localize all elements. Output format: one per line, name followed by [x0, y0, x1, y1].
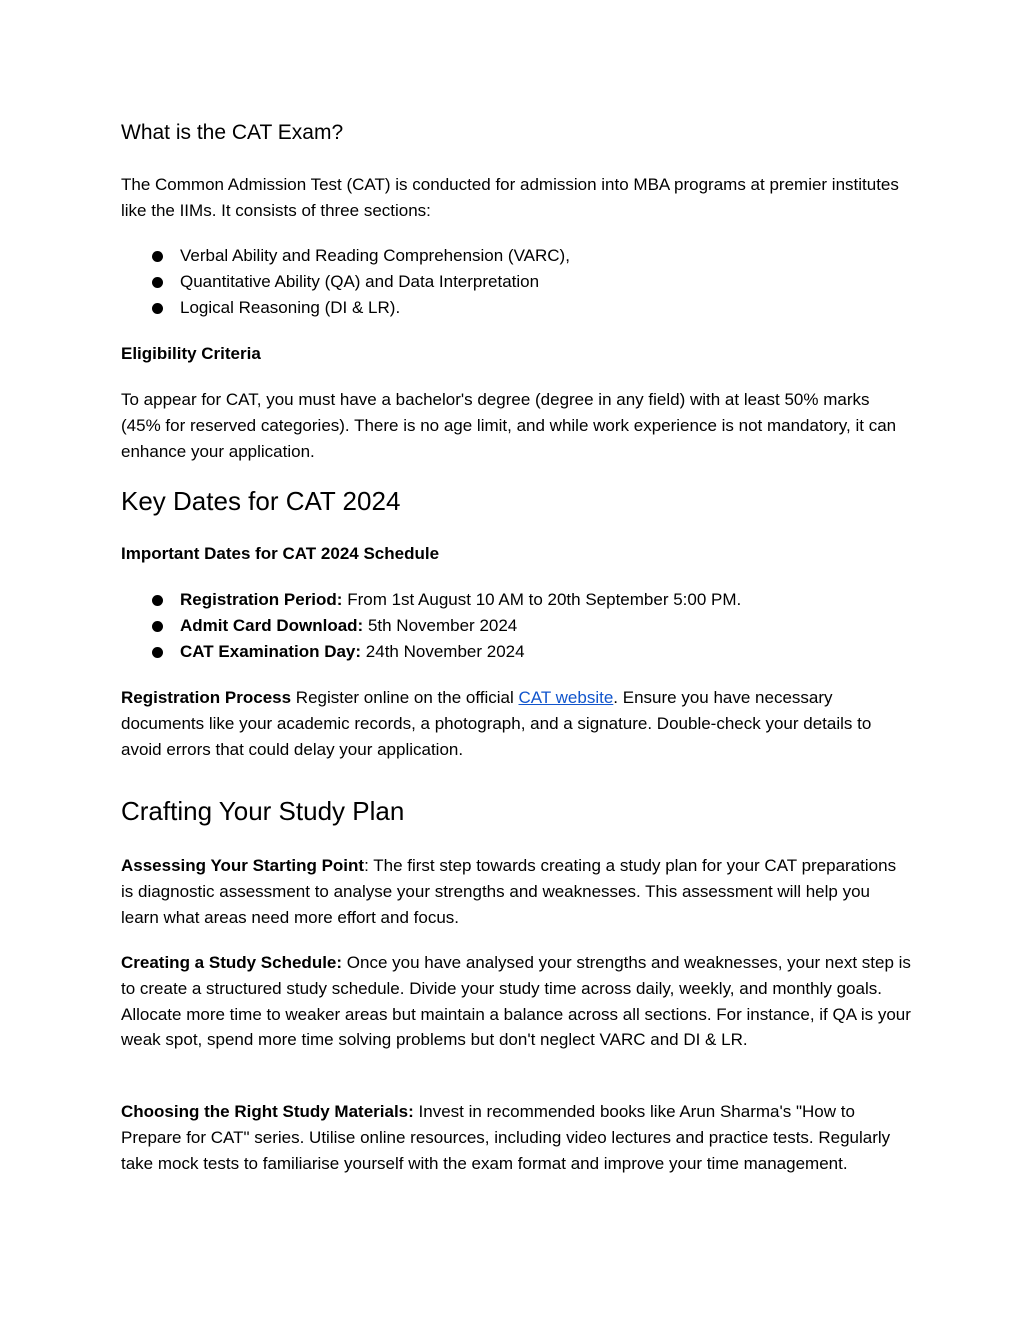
bullet-icon: [152, 621, 163, 632]
list-item: [121, 639, 911, 665]
cat-website-link[interactable]: CAT website: [518, 688, 614, 707]
section-title-cat-exam: What is the CAT Exam?: [121, 121, 344, 144]
paragraph-label: Assessing Your Starting Point: [121, 856, 365, 875]
paragraph-label: Choosing the Right Study Materials:: [121, 1102, 414, 1121]
study-plan-paragraph: [121, 853, 911, 930]
list-item-text: Logical Reasoning (DI & LR).: [180, 297, 401, 317]
bullet-icon: [152, 595, 163, 606]
list-item-text: Verbal Ability and Reading Comprehension (VARC),: [180, 246, 570, 265]
schedule-heading: Important Dates for CAT 2024 Schedule: [121, 544, 440, 563]
list-item: [121, 587, 911, 613]
date-label: Registration Period:: [180, 590, 343, 609]
date-label: CAT Examination Day:: [180, 641, 362, 661]
date-value: From 1st August 10 AM to 20th September 5:00 PM.: [342, 590, 742, 609]
bullet-icon: [152, 277, 163, 288]
study-plan-paragraph: [121, 950, 911, 1053]
date-value: 24th November 2024: [361, 641, 525, 661]
list-item: [121, 613, 911, 639]
cat-intro-paragraph: The Common Admission Test (CAT) is conducted for admission into MBA programs at premier institutes like the IIMs. It consists of three sections:: [121, 175, 899, 220]
registration-paragraph: [121, 685, 911, 762]
bullet-icon: [152, 303, 163, 314]
registration-text-continued: . Ensure you have necessary documents like your academic records, a photograph, and a signature. Double-check your details to avoid errors that could delay your application.: [121, 688, 872, 759]
registration-label: Registration Process: [121, 688, 292, 707]
paragraph-text: Once you have analysed your strengths and weaknesses, your next step is to create a structured study schedule. Divide your study time across daily, weekly, and monthly goals. Allocate more time to weaker areas but maintain a balance across all sections. For instance, if QA is your weak spot, spend more time solving problems but don't neglect VARC and DI & LR.: [121, 953, 911, 1050]
cat-sections-list: [121, 243, 911, 320]
registration-text: Register online on the official: [291, 688, 519, 707]
list-item: [121, 269, 911, 295]
date-value: 5th November 2024: [363, 615, 518, 635]
list-item: [121, 243, 911, 269]
paragraph-label: Creating a Study Schedule:: [121, 953, 343, 972]
section-title-key-dates: Key Dates for CAT 2024: [121, 486, 401, 516]
study-plan-paragraph: [121, 1099, 911, 1176]
section-title-study-plan: Crafting Your Study Plan: [121, 796, 405, 826]
bullet-icon: [152, 647, 163, 658]
list-item-text: Quantitative Ability (QA) and Data Interpretation: [180, 271, 540, 291]
eligibility-heading: Eligibility Criteria: [121, 344, 261, 363]
key-dates-list: [121, 587, 911, 664]
eligibility-paragraph: To appear for CAT, you must have a bachelor's degree (degree in any field) with at least 50% marks (45% for reserved categories). There is no age limit, and while work experience is not mandatory, it can enhance your application.: [121, 390, 897, 461]
paragraph-text: : The first step towards creating a study plan for your CAT preparations is diagnostic assessment to analyse your strengths and weaknesses. This assessment will help you learn what areas need more effort and focus.: [121, 856, 897, 927]
paragraph-text: Invest in recommended books like Arun Sharma's "How to Prepare for CAT" series. Utilise online resources, including video lectures and practice tests. Regularly take mock tests to familiarise yourself with the exam format and improve your time management.: [121, 1102, 891, 1173]
date-label: Admit Card Download:: [180, 615, 364, 635]
list-item: [121, 295, 911, 321]
bullet-icon: [152, 251, 163, 262]
